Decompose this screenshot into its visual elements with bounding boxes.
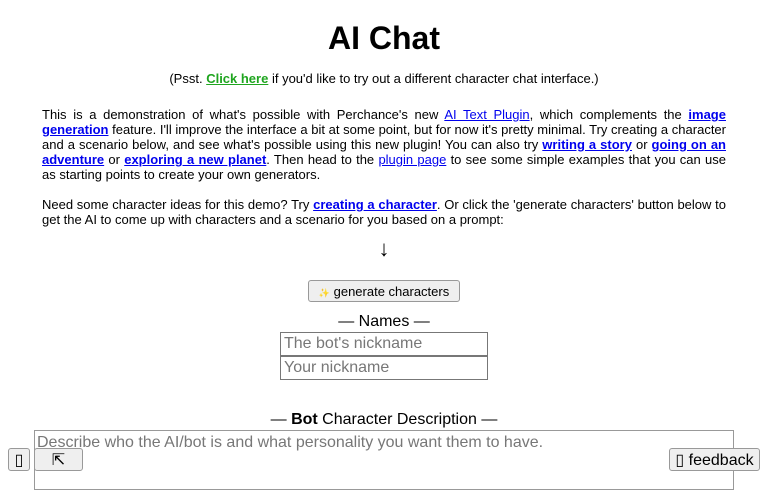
down-arrow-icon: ↓ (378, 236, 390, 261)
feedback-label: feedback (688, 451, 754, 469)
bot-nickname-input[interactable] (280, 332, 488, 356)
text: . Then head to the (266, 152, 379, 167)
page-title: AI Chat (328, 20, 440, 56)
image-generation-link[interactable]: image generation (42, 107, 726, 137)
intro-text (42, 107, 726, 242)
text: Need some character ideas for this demo? Try (42, 197, 314, 212)
plugin-page-link[interactable]: plugin page (378, 152, 447, 167)
text: , which complements the (529, 107, 689, 122)
menu-button[interactable]: ▯ (8, 448, 30, 471)
bot-description-textarea[interactable] (34, 430, 734, 490)
user-nickname-input[interactable] (280, 356, 488, 380)
going-on-an-adventure-link[interactable]: going on an adventure (42, 137, 726, 167)
sparkle-icon: ✨ (318, 287, 330, 298)
text-bold: Bot (291, 411, 318, 428)
text: . Or click the 'generate characters' button below to get the AI to come up with characters and a scenario for you based on a prompt: (42, 197, 726, 227)
bot-description-label (0, 411, 768, 429)
text: or (104, 152, 125, 167)
expand-icon[interactable]: ⇱ (34, 448, 83, 471)
text: This is a demonstration of what's possible with Perchance's new (42, 107, 445, 122)
psst-note (0, 71, 768, 86)
exploring-a-new-planet-link[interactable]: exploring a new planet (124, 152, 267, 167)
text: — (270, 411, 292, 428)
text: to see some simple examples that you can use as starting points to create your own generators. (42, 152, 726, 182)
creating-a-character-link[interactable]: creating a character (313, 197, 437, 212)
click-here-link[interactable]: Click here (206, 71, 269, 86)
generate-characters-button[interactable] (308, 280, 460, 302)
psst-text: (Psst. (169, 71, 207, 86)
text: feature. I'll improve the interface a bit at some point, but for now it's pretty minimal. Try creating a character and a scenario below, and see what's possible using this new plugin! You can also try (42, 122, 726, 152)
text: or (631, 137, 652, 152)
feedback-icon: ▯ (675, 451, 685, 469)
writing-a-story-link[interactable]: writing a story (542, 137, 632, 152)
ai-text-plugin-link[interactable]: AI Text Plugin (444, 107, 530, 122)
feedback-button[interactable] (669, 448, 760, 471)
intro-paragraph (42, 107, 726, 182)
names-label: — Names — (338, 313, 430, 330)
ideas-paragraph (42, 197, 726, 227)
text: Character Description — (317, 411, 498, 428)
generate-characters-label: generate characters (333, 283, 450, 299)
psst-text-after: if you'd like to try out a different character chat interface.) (268, 71, 599, 86)
